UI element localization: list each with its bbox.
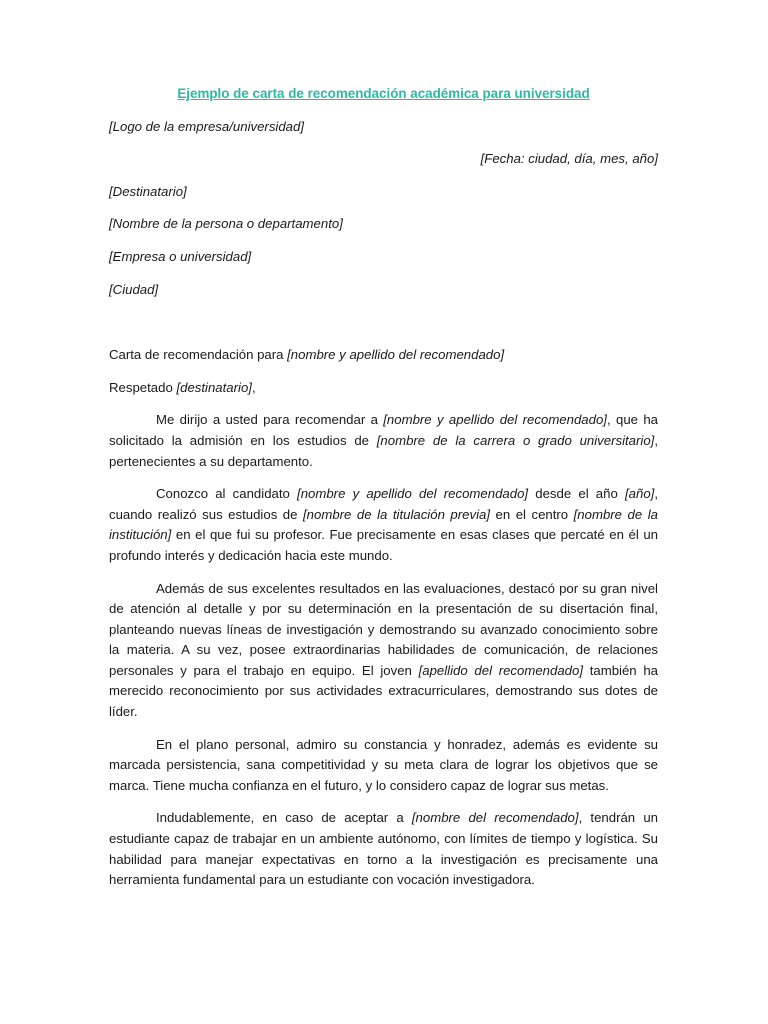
p2-text-a: Conozco al candidato — [156, 486, 298, 502]
logo-placeholder: [Logo de la empresa/universidad] — [109, 118, 305, 134]
paragraph-1 — [109, 410, 658, 472]
p2-text-i: en el que fui su profesor. Fue precisamente en esas clases que percaté en él un profundo interés y dedicación hacia este mundo. — [109, 527, 658, 563]
company-placeholder: [Empresa o universidad] — [109, 248, 252, 264]
paragraph-4: En el plano personal, admiro su constancia y honradez, además es evidente su marcada persistencia, sana competitividad y su meta clara de lograr los objetivos que se marca. Tiene mucha confianza en el futuro, y lo considero capaz de lograr sus metas. — [109, 736, 658, 793]
p2-placeholder-name: [nombre y apellido del recomendado] — [297, 486, 529, 502]
p2-text-g: en el centro — [490, 506, 574, 522]
date-placeholder: [Fecha: ciudad, día, mes, año] — [480, 151, 658, 167]
p2-placeholder-degree: [nombre de la titulación previa] — [303, 506, 490, 522]
p2-placeholder-year: [año] — [624, 486, 655, 502]
p1-text-c: , que ha solicitado la admisión en los estudios de — [109, 412, 659, 448]
paragraph-3 — [109, 579, 658, 723]
p5-text-c: , tendrán un estudiante capaz de trabajar en un ambiente autónomo, con límites de tiempo y logística. Su habilidad para manejar expectativas en torno a la investigación es precisamente una herramienta fundamental para un estudiante con vocación investigadora. — [109, 810, 658, 888]
letter-content — [109, 84, 658, 903]
p2-placeholder-institution: [nombre de la institución] — [109, 506, 658, 543]
subject-text: Carta de recomendación para — [109, 347, 288, 363]
p5-text-a: Indudablemente, en caso de aceptar a — [156, 810, 412, 826]
subject-placeholder: [nombre y apellido del recomendado] — [287, 347, 505, 363]
person-placeholder: [Nombre de la persona o departamento] — [109, 216, 343, 232]
subject-line — [109, 345, 658, 366]
city-placeholder: [Ciudad] — [109, 281, 159, 297]
p1-text-e: , pertenecientes a su departamento. — [109, 432, 658, 469]
p3-text-a: Además de sus excelentes resultados en las evaluaciones, destacó por su gran nivel de atención al detalle y por su determinación en la presentación de su disertación final, planteando nuevas líneas de investigación y demostrando su avanzado conocimiento sobre la materia. A su vez, posee extraordinarias habilidades de comunicación, de relaciones personales y para el trabajo en equipo. El joven — [109, 580, 658, 678]
paragraph-5 — [109, 808, 658, 890]
document-title: Ejemplo de carta de recomendación académica para universidad — [177, 86, 590, 101]
p2-text-e: , cuando realizó sus estudios de — [109, 486, 658, 522]
p1-placeholder-degree: [nombre de la carrera o grado universitario] — [376, 432, 655, 448]
p3-placeholder-surname: [apellido del recomendado] — [418, 662, 584, 678]
p1-text-a: Me dirijo a usted para recomendar a — [156, 412, 384, 428]
p2-text-c: desde el año — [528, 486, 625, 502]
spacer — [109, 312, 658, 345]
p5-placeholder-name: [nombre del recomendado] — [411, 810, 579, 826]
greeting-line — [109, 378, 658, 399]
paragraph-2 — [109, 484, 658, 566]
p3-text-c: también ha merecido reconocimiento por sus actividades extracurriculares, demostrando sus dotes de líder. — [109, 662, 658, 720]
recipient-placeholder: [Destinatario] — [109, 183, 187, 199]
greeting-placeholder: [destinatario] — [176, 379, 252, 395]
greeting-text: Respetado — [109, 379, 177, 395]
greeting-end: , — [251, 379, 256, 395]
p1-placeholder-name: [nombre y apellido del recomendado] — [383, 412, 607, 428]
